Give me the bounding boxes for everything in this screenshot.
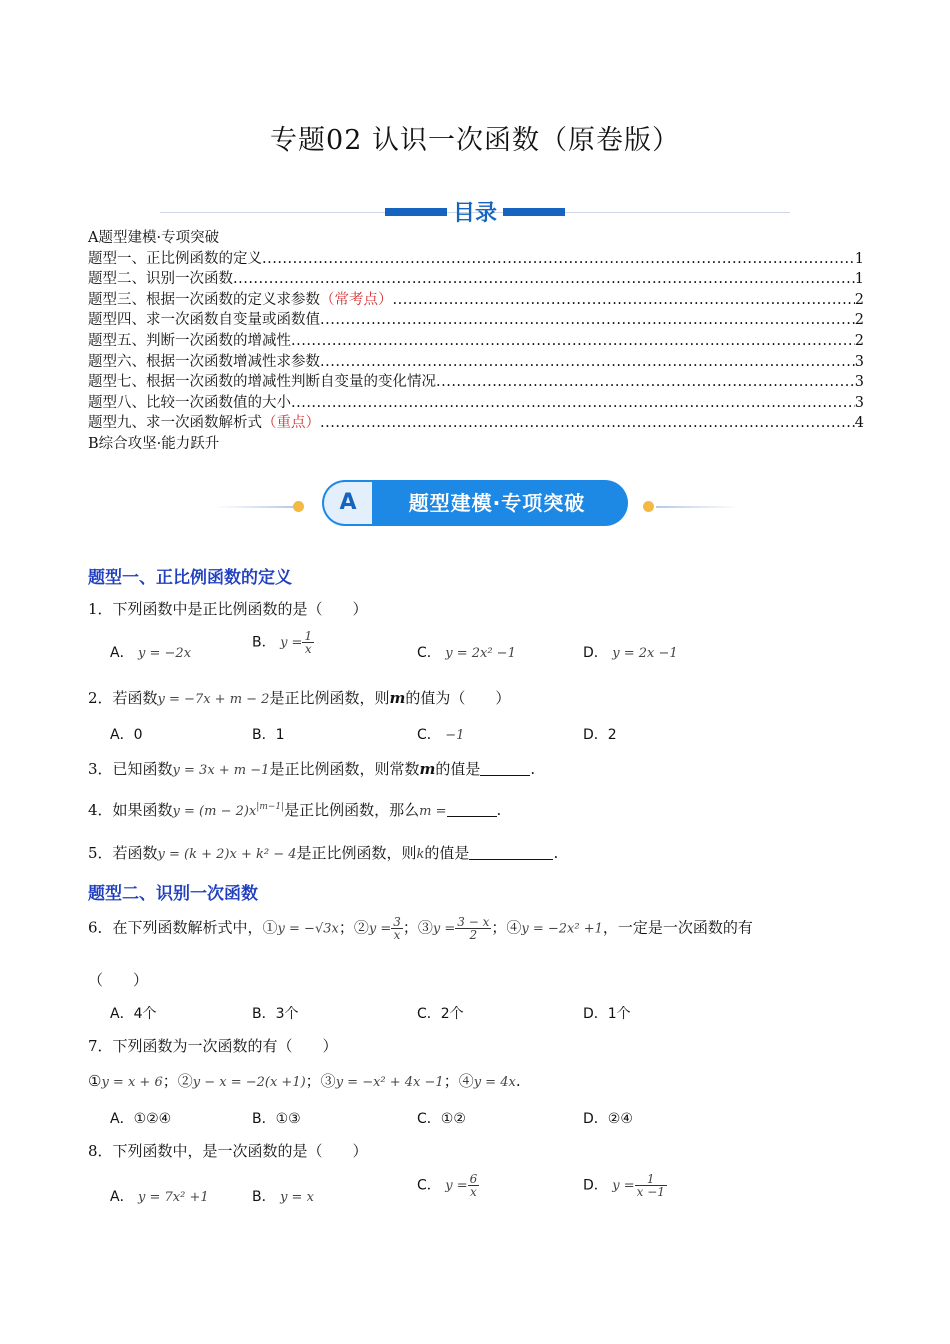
toc-item[interactable]: 题型四、求一次函数自变量或函数值 ..... 2 bbox=[88, 310, 864, 331]
toc-bar-right bbox=[503, 208, 565, 216]
question-7-functions: ①y = x + 6；②y − x = −2(x +1)；③y = −x² + 4x −1；④y = 4x. bbox=[88, 1072, 521, 1090]
toc-item[interactable]: 题型一、正比例函数的定义 ..... 1 bbox=[88, 249, 864, 270]
q6-option-d[interactable]: D．1个 bbox=[583, 1006, 631, 1022]
q1-option-b[interactable]: B． y = $\frac{1}{x}$ bbox=[252, 629, 313, 656]
q7-option-d[interactable]: D．②④ bbox=[583, 1111, 633, 1127]
q7-option-c[interactable]: C．①② bbox=[417, 1111, 466, 1127]
q8-option-c[interactable]: C． y = $\frac{6}{x}$ bbox=[417, 1172, 478, 1199]
banner-letter: A bbox=[324, 482, 372, 524]
q2-option-a[interactable]: A．0 bbox=[110, 727, 143, 743]
banner-line-left bbox=[215, 506, 295, 508]
question-7-stem: 7．下列函数为一次函数的有（ ） bbox=[88, 1037, 338, 1055]
banner-text: 题型建模·专项突破 bbox=[408, 491, 586, 515]
toc-section-a[interactable]: A题型建模·专项突破 bbox=[88, 230, 220, 246]
toc-bar-left bbox=[385, 208, 447, 216]
question-5: 5．若函数y = (k + 2)x + k² − 4是正比例函数，则k的值是 . bbox=[88, 844, 559, 862]
question-3: 3．已知函数y = 3x + m −1是正比例函数，则常数m的值是 . bbox=[88, 760, 536, 778]
q2-option-c[interactable]: C． −1 bbox=[417, 727, 465, 743]
q8-option-a[interactable]: A． y = 7x² +1 bbox=[110, 1189, 209, 1205]
q2-option-b[interactable]: B．1 bbox=[252, 727, 285, 743]
q6-option-c[interactable]: C．2个 bbox=[417, 1006, 464, 1022]
question-4: 4．如果函数$y = (m - 2)x^{|m-1|}$是正比例函数，那么m = . bbox=[88, 801, 502, 819]
toc-item[interactable]: 题型三、根据一次函数的定义求参数 （常考点） ..... 2 bbox=[88, 290, 864, 311]
question-1-stem: 1．下列函数中是正比例函数的是（ ） bbox=[88, 600, 368, 618]
toc-item[interactable]: 题型七、根据一次函数的增减性判断自变量的变化情况 ..... 3 bbox=[88, 372, 864, 393]
toc-title: 目录 bbox=[452, 201, 497, 226]
q1-option-d[interactable]: D． y = 2x −1 bbox=[583, 645, 678, 661]
section-heading: 题型一、正比例函数的定义 bbox=[88, 568, 292, 588]
q8-option-d[interactable]: D． y = $\frac{1}{x -1}$ bbox=[583, 1172, 665, 1199]
q7-option-a[interactable]: A．①②④ bbox=[110, 1111, 172, 1127]
banner-dot-right bbox=[643, 501, 654, 512]
answer-blank[interactable] bbox=[447, 816, 497, 817]
question-8-stem: 8．下列函数中，是一次函数的是（ ） bbox=[88, 1142, 368, 1160]
toc-item[interactable]: 题型六、根据一次函数增减性求参数 ..... 3 bbox=[88, 352, 864, 373]
question-6-stem: 6．在下列函数解析式中，①y = −√3x；②y = $\frac{3}{x}$ ；③y = $\frac{3 - x}{2}$ ；④y = −2x² +1，一定是一次函数的有 bbox=[88, 915, 753, 942]
toc-header bbox=[0, 196, 950, 228]
toc-item[interactable]: 题型八、比较一次函数值的大小 ..... 3 bbox=[88, 393, 864, 414]
q2-option-d[interactable]: D．2 bbox=[583, 727, 617, 743]
q7-option-b[interactable]: B．①③ bbox=[252, 1111, 301, 1127]
question-2-stem: 2．若函数y = −7x + m − 2是正比例函数，则m的值为（ ） bbox=[88, 689, 511, 707]
q6-option-a[interactable]: A．4个 bbox=[110, 1006, 157, 1022]
q1-option-c[interactable]: C． y = 2x² −1 bbox=[417, 645, 516, 661]
page-title: 专题02 认识一次函数（原卷版） bbox=[270, 125, 680, 156]
question-6-paren: （ ） bbox=[88, 971, 149, 989]
q6-option-b[interactable]: B．3个 bbox=[252, 1006, 299, 1022]
q8-option-b[interactable]: B． y = x bbox=[252, 1189, 314, 1205]
answer-blank[interactable] bbox=[469, 859, 553, 860]
toc-item[interactable]: 题型五、判断一次函数的增减性 ..... 2 bbox=[88, 331, 864, 352]
section-banner bbox=[0, 480, 950, 528]
section-heading: 题型二、识别一次函数 bbox=[88, 884, 258, 904]
table-of-contents bbox=[88, 228, 864, 455]
q1-option-a[interactable]: A． y = −2x bbox=[110, 645, 192, 661]
toc-section-b[interactable]: B综合攻坚·能力跃升 bbox=[88, 435, 220, 452]
banner-dot-left bbox=[293, 501, 304, 512]
toc-item[interactable]: 题型九、求一次函数解析式 （重点） ..... 4 bbox=[88, 413, 864, 434]
answer-blank[interactable] bbox=[480, 775, 530, 776]
banner-line-right bbox=[656, 506, 740, 508]
toc-item[interactable]: 题型二、识别一次函数 ..... 1 bbox=[88, 269, 864, 290]
